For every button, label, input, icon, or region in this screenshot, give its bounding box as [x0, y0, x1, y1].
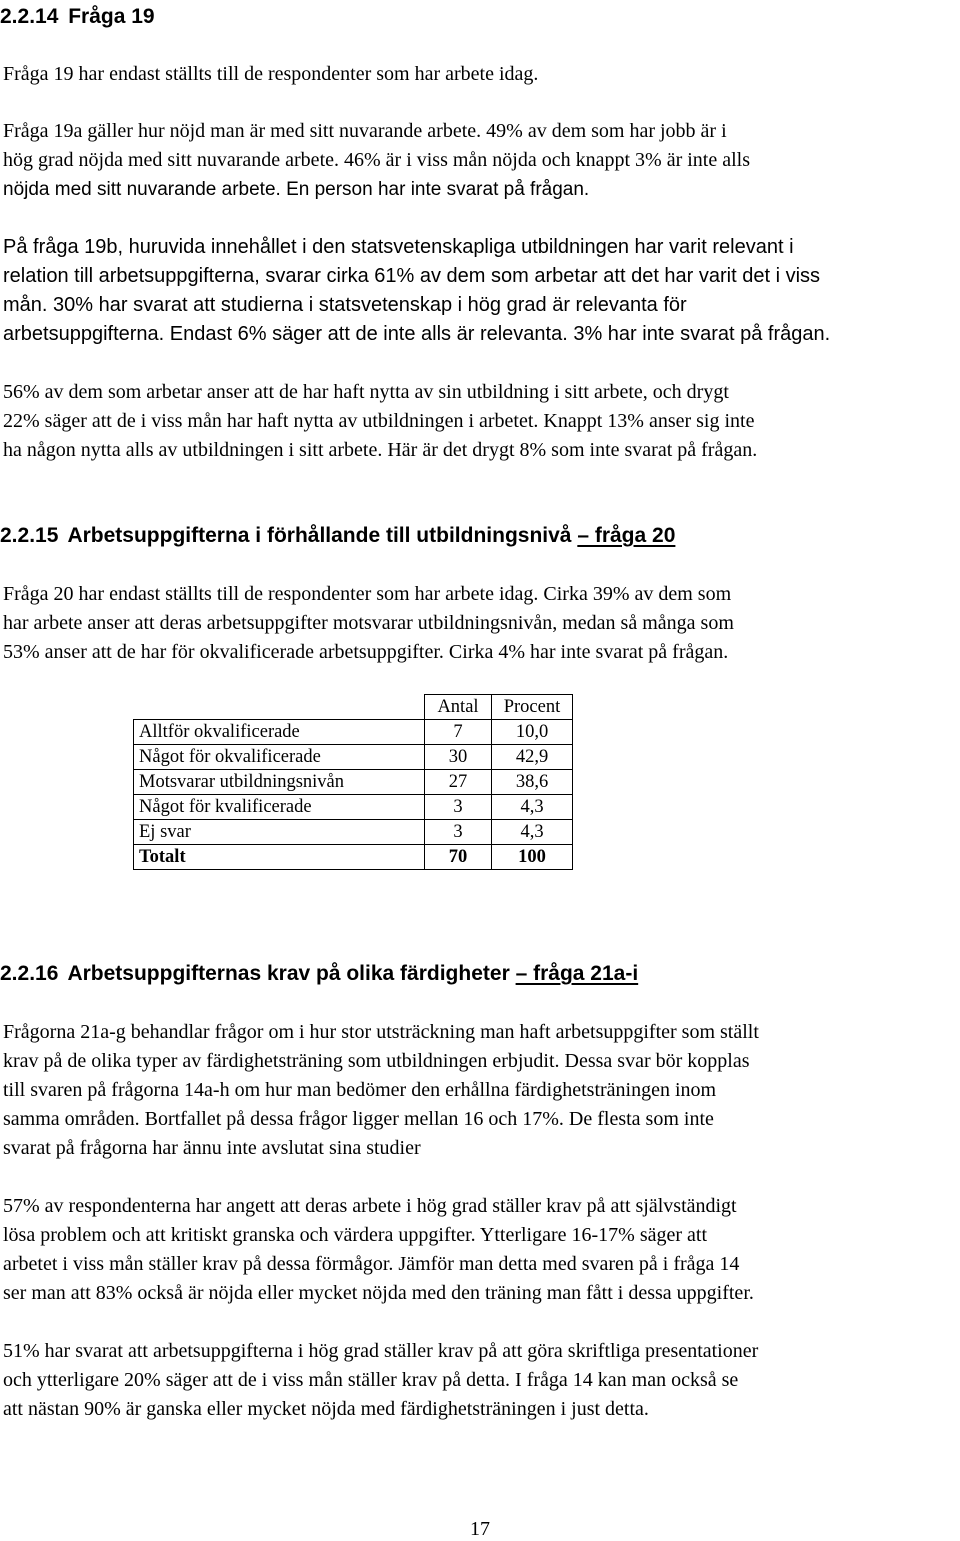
heading-title: Fråga 19 [68, 5, 155, 28]
text-line: att nästan 90% är ganska eller mycket nöjda med färdighetsträningen i just detta. [3, 1398, 649, 1420]
text-line: krav på de olika typer av färdighetsträning som utbildningen erbjudit. Dessa svar bör kopplas [3, 1050, 750, 1072]
text-line: 51% har svarat att arbetsuppgifterna i hög grad ställer krav på att göra skriftliga presentationer [3, 1340, 759, 1362]
heading-section-2-2-15 [0, 523, 675, 549]
heading-number: 2.2.16 [0, 962, 59, 985]
table-row [134, 795, 573, 820]
table-cell: Totalt [134, 845, 425, 870]
text-line: ha någon nytta alls av utbildningen i sitt arbete. Här är det drygt 8% som inte svarat på frågan. [3, 439, 758, 461]
table-cell: 7 [425, 720, 492, 745]
text-line: lösa problem och att kritiskt granska och värdera uppgifter. Ytterligare 16-17% säger att [3, 1224, 708, 1246]
page-number: 17 [470, 1518, 490, 1540]
text-line: mån. 30% har svarat att studierna i statsvetenskap i hög grad är relevanta för [3, 294, 687, 316]
table-cell: 38,6 [492, 770, 573, 795]
table-row [134, 820, 573, 845]
table-cell: 30 [425, 745, 492, 770]
table-header-row [134, 695, 573, 720]
table-cell: 27 [425, 770, 492, 795]
text-line: har arbete anser att deras arbetsuppgifter motsvarar utbildningsnivån, medan så många som [3, 612, 734, 634]
text-line: till svaren på frågorna 14a-h om hur man bedömer den erhållna färdighetsträningen inom [3, 1079, 717, 1101]
text-line: och ytterligare 20% säger att de i viss mån ställer krav på detta. I fråga 14 kan man också se [3, 1369, 739, 1391]
text-line: ser man att 83% också är nöjda eller mycket nöjda med den träning man fått i dessa uppgifter. [3, 1282, 754, 1304]
text-line: Fråga 20 har endast ställts till de respondenter som har arbete idag. Cirka 39% av dem som [3, 583, 732, 605]
table-cell: 70 [425, 845, 492, 870]
text-line: 22% säger att de i viss mån har haft nytta av utbildningen i arbetet. Knappt 13% anser sig inte [3, 410, 755, 432]
table-cell: Något för okvalificerade [134, 745, 425, 770]
table-header-cell [134, 695, 425, 720]
table-header-cell: Procent [492, 695, 573, 720]
paragraph-21-written-presentations [3, 1337, 758, 1424]
heading-section-2-2-16 [0, 961, 638, 987]
paragraph-19-intro [3, 60, 538, 89]
paragraph-21-problem-solving [3, 1192, 754, 1308]
table-cell: Motsvarar utbildningsnivån [134, 770, 425, 795]
text-line: Fråga 19a gäller hur nöjd man är med sitt nuvarande arbete. 49% av dem som har jobb är i [3, 120, 727, 142]
table-row [134, 720, 573, 745]
table-cell: Ej svar [134, 820, 425, 845]
table-cell: 10,0 [492, 720, 573, 745]
text-line: svarat på frågorna har ännu inte avslutat sina studier [3, 1137, 421, 1159]
paragraph-19b [3, 233, 830, 349]
table-cell: 3 [425, 795, 492, 820]
table-cell: 100 [492, 845, 573, 870]
table-cell: 4,3 [492, 795, 573, 820]
paragraph-21-intro [3, 1018, 759, 1163]
table-total-row [134, 845, 573, 870]
text-line: Frågorna 21a-g behandlar frågor om i hur stor utsträckning man haft arbetsuppgifter som ställt [3, 1021, 759, 1043]
text-line: 57% av respondenterna har angett att deras arbete i hög grad ställer krav på att självständigt [3, 1195, 737, 1217]
table-cell: 42,9 [492, 745, 573, 770]
heading-section-2-2-14 [0, 4, 155, 30]
text-line: 53% anser att de har för okvalificerade arbetsuppgifter. Cirka 4% har inte svarat på frågan. [3, 641, 729, 663]
table-header-cell: Antal [425, 695, 492, 720]
text-line: arbetsuppgifterna. Endast 6% säger att de inte alls är relevanta. 3% har inte svarat på frågan. [3, 323, 831, 345]
paragraph-19c [3, 378, 757, 465]
heading-title-underlined: – fråga 20 [577, 524, 676, 547]
text-line: samma områden. Bortfallet på dessa frågor ligger mellan 16 och 17%. De flesta som inte [3, 1108, 714, 1130]
table-cell: 4,3 [492, 820, 573, 845]
text-line: nöjda med sitt nuvarande arbete. En person har inte svarat på frågan. [3, 179, 590, 200]
text-line: arbetet i viss mån ställer krav på dessa förmågor. Jämför man detta med svaren på i fråga 14 [3, 1253, 740, 1275]
heading-title: Arbetsuppgifterna i förhållande till utbildningsnivå [67, 524, 572, 547]
table-cell: Något för kvalificerade [134, 795, 425, 820]
text-line: hög grad nöjda med sitt nuvarande arbete. 46% är i viss mån nöjda och knappt 3% är inte alls [3, 149, 751, 171]
heading-number: 2.2.15 [0, 524, 59, 547]
table-row [134, 745, 573, 770]
paragraph-19a [3, 117, 750, 204]
education-level-table [133, 694, 573, 870]
heading-title-underlined: – fråga 21a-i [515, 962, 639, 985]
paragraph-20 [3, 580, 734, 667]
text-line: 56% av dem som arbetar anser att de har haft nytta av sin utbildning i sitt arbete, och drygt [3, 381, 729, 403]
table-cell: Alltför okvalificerade [134, 720, 425, 745]
table-row [134, 770, 573, 795]
text-line: På fråga 19b, huruvida innehållet i den statsvetenskapliga utbildningen har varit relevant i [3, 236, 794, 258]
text-line: relation till arbetsuppgifterna, svarar cirka 61% av dem som arbetar att det har varit det i viss [3, 265, 821, 287]
table-cell: 3 [425, 820, 492, 845]
text-line: Fråga 19 har endast ställts till de respondenter som har arbete idag. [3, 63, 539, 85]
heading-title: Arbetsuppgifternas krav på olika färdigheter [67, 962, 510, 985]
heading-number: 2.2.14 [0, 5, 59, 28]
